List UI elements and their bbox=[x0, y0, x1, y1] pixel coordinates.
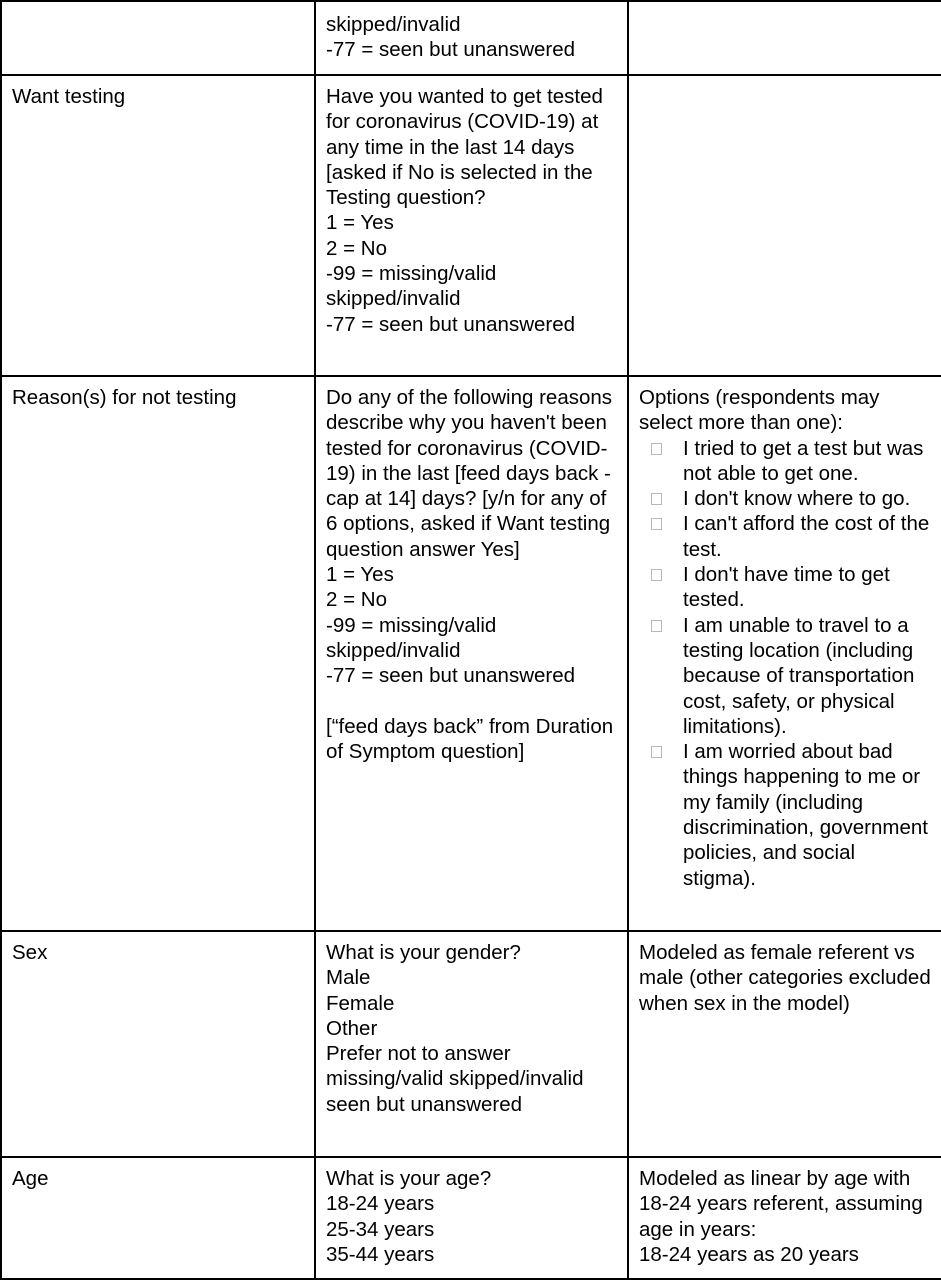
variable-name: Sex bbox=[12, 941, 48, 964]
question-footnote: [“feed days back” from Duration of Symptom question] bbox=[326, 714, 614, 764]
question-cell bbox=[315, 931, 628, 1157]
answer-option: 18-24 years bbox=[326, 1192, 435, 1216]
notes-cell bbox=[628, 1, 941, 75]
variable-name: Want testing bbox=[12, 85, 126, 108]
spacer bbox=[326, 689, 619, 714]
question-text: Do any of the following reasons describe why you haven't been tested for coronavirus (COVID-19) in the last [feed days back - cap at 14] days? [y/n for any of 6 options, asked if Want testing question answer Yes] bbox=[326, 386, 613, 561]
question-cell bbox=[315, 1, 628, 75]
model-note: Modeled as female referent vs male (other categories excluded when sex in the model) bbox=[639, 941, 931, 1015]
variable-name: Reason(s) for not testing bbox=[12, 386, 237, 409]
answer-option: Prefer not to answer bbox=[326, 1042, 511, 1066]
answer-option: 35-44 years bbox=[326, 1242, 435, 1266]
answer-option: missing/valid skipped/invalid bbox=[326, 1067, 584, 1091]
variable-name: Age bbox=[12, 1167, 49, 1190]
notes-cell bbox=[628, 931, 941, 1157]
options-list bbox=[639, 436, 933, 891]
table-row bbox=[1, 1, 941, 75]
table-row bbox=[1, 931, 941, 1157]
question-text: What is your gender? bbox=[326, 941, 521, 964]
list-item: I am worried about bad things happening to me or my family (including discrimination, government policies, and social stigma). bbox=[639, 739, 933, 891]
checkbox-icon bbox=[651, 493, 662, 505]
checkbox-icon bbox=[651, 569, 662, 581]
list-item: I am unable to travel to a testing location (including because of transportation cost, safety, or physical limitations). bbox=[639, 613, 933, 739]
answer-code: skipped/invalid bbox=[326, 13, 461, 36]
answer-option: Other bbox=[326, 1016, 378, 1040]
question-text: What is your age? bbox=[326, 1167, 492, 1190]
variable-cell bbox=[1, 376, 315, 931]
table-row bbox=[1, 1157, 941, 1279]
answer-code: -77 = seen but unanswered bbox=[326, 38, 576, 62]
notes-cell bbox=[628, 376, 941, 931]
question-cell bbox=[315, 376, 628, 931]
answer-option: 25-34 years bbox=[326, 1217, 435, 1241]
table-row bbox=[1, 75, 941, 376]
options-intro: Options (respondents may select more than one): bbox=[639, 386, 880, 435]
list-item: I don't know where to go. bbox=[639, 486, 933, 511]
variable-cell bbox=[1, 1, 315, 75]
answer-code: -99 = missing/valid skipped/invalid bbox=[326, 613, 497, 662]
answer-code: 2 = No bbox=[326, 588, 387, 612]
answer-code: 1 = Yes bbox=[326, 563, 394, 587]
answer-option: seen but unanswered bbox=[326, 1092, 523, 1116]
checkbox-icon bbox=[651, 443, 662, 455]
answer-code: -77 = seen but unanswered bbox=[326, 664, 576, 688]
answer-code: -99 = missing/valid skipped/invalid bbox=[326, 262, 497, 311]
notes-cell bbox=[628, 75, 941, 376]
list-item: I can't afford the cost of the test. bbox=[639, 511, 933, 562]
question-cell bbox=[315, 1157, 628, 1279]
answer-code: -77 = seen but unanswered bbox=[326, 312, 576, 336]
checkbox-icon bbox=[651, 518, 662, 530]
answer-code: 1 = Yes bbox=[326, 211, 394, 235]
answer-option: Male bbox=[326, 966, 371, 990]
table-row bbox=[1, 376, 941, 931]
question-cell bbox=[315, 75, 628, 376]
list-item: I tried to get a test but was not able to get one. bbox=[639, 436, 933, 487]
variable-cell bbox=[1, 1157, 315, 1279]
answer-option: Female bbox=[326, 991, 395, 1015]
answer-code: 2 = No bbox=[326, 236, 387, 260]
variable-cell bbox=[1, 75, 315, 376]
list-item: I don't have time to get tested. bbox=[639, 562, 933, 613]
checkbox-icon bbox=[651, 746, 662, 758]
question-text: Have you wanted to get tested for coronavirus (COVID-19) at any time in the last 14 days [asked if No is selected in the Testing question? bbox=[326, 85, 603, 210]
model-note: Modeled as linear by age with 18-24 years referent, assuming age in years: bbox=[639, 1167, 923, 1241]
notes-cell bbox=[628, 1157, 941, 1279]
checkbox-icon bbox=[651, 620, 662, 632]
model-note: 18-24 years as 20 years bbox=[639, 1242, 859, 1266]
variable-cell bbox=[1, 931, 315, 1157]
